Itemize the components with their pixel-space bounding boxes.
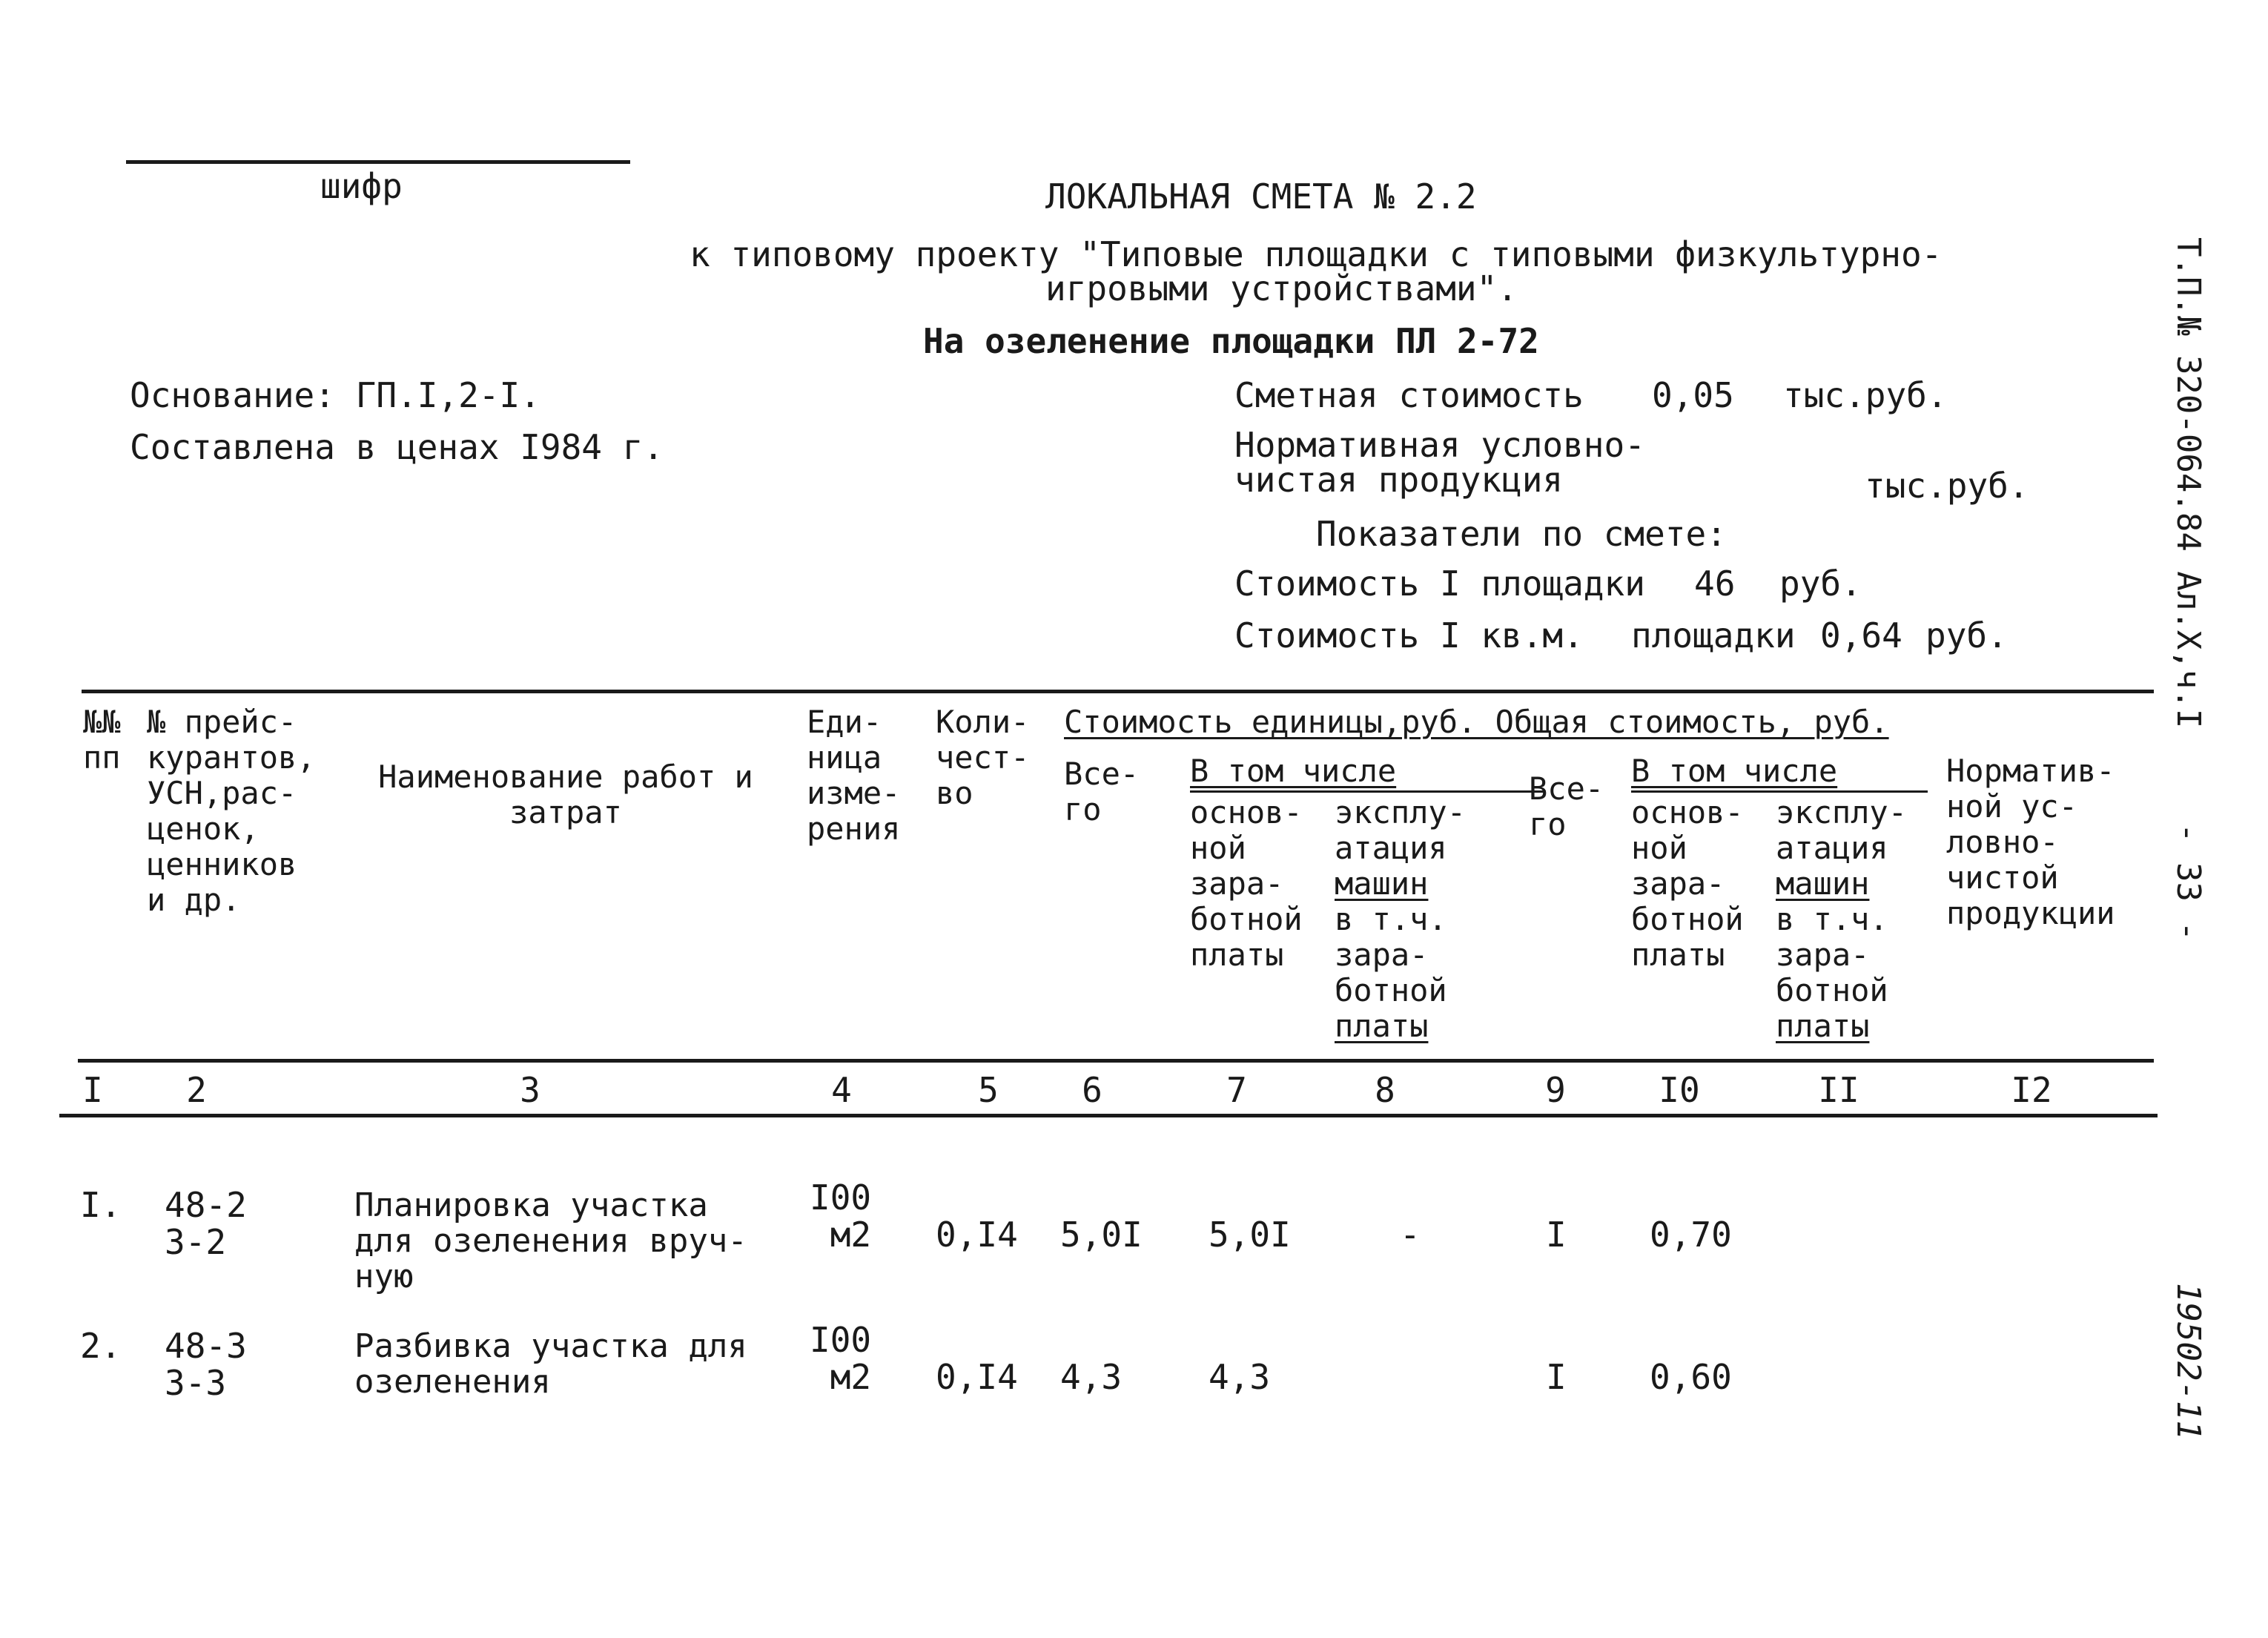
row-qty: 0,I4 bbox=[936, 1357, 1018, 1397]
row-number: 2. bbox=[80, 1326, 122, 1366]
per-sqm-unit: руб. bbox=[1925, 615, 2008, 655]
row-unit-total: 4,3 bbox=[1060, 1357, 1123, 1397]
row-total-wages: 0,70 bbox=[1650, 1215, 1732, 1255]
document-subtitle-line2: игровыми устройствами". bbox=[1045, 268, 1518, 308]
header-col-8: эксплу- атация машин в т.ч. зара- ботной платы bbox=[1335, 794, 1467, 1044]
norm-label-1: Нормативная условно- bbox=[1234, 425, 1645, 465]
row-total-wages: 0,60 bbox=[1650, 1357, 1732, 1397]
header-col-2: № прейс- курантов, УСН,рас- ценок, ценников и др. bbox=[147, 704, 316, 918]
row-code: 48-2 3-2 bbox=[165, 1185, 247, 1262]
prices-text: Составлена в ценах I984 г. bbox=[130, 427, 664, 467]
col-number-12: I2 bbox=[2011, 1070, 2052, 1110]
col-number-11: II bbox=[1818, 1070, 1859, 1110]
header-group-cost: Стоимость единицы,руб. Общая стоимость, руб. bbox=[1064, 704, 1889, 740]
per-sqm-value: 0,64 bbox=[1820, 615, 1902, 655]
header-col-1: №№ пп bbox=[83, 704, 121, 776]
header-col-9: Все- го bbox=[1529, 770, 1604, 842]
norm-unit: тыс.руб. bbox=[1865, 466, 2029, 506]
row-unit: I00 м2 bbox=[810, 1178, 872, 1255]
col-number-8: 8 bbox=[1375, 1070, 1395, 1110]
document-title: ЛОКАЛЬНАЯ СМЕТА № 2.2 bbox=[1045, 176, 1477, 217]
header-col-6: Все- го bbox=[1064, 756, 1140, 828]
row-qty: 0,I4 bbox=[936, 1215, 1018, 1255]
table-top-rule bbox=[82, 690, 2154, 693]
indicators-title: Показатели по смете: bbox=[1316, 514, 1727, 554]
row-unit-wages: 4,3 bbox=[1209, 1357, 1271, 1397]
per-site-unit: руб. bbox=[1779, 564, 1862, 604]
margin-code: 19502-11 bbox=[2169, 1283, 2207, 1440]
header-incl-b-line bbox=[1631, 790, 1928, 793]
row-unit: I00 м2 bbox=[810, 1320, 872, 1397]
header-col-11: эксплу- атация машин в т.ч. зара- ботной платы bbox=[1776, 794, 1908, 1044]
cost-unit: тыс.руб. bbox=[1783, 375, 1948, 415]
column-numbers-rule bbox=[59, 1114, 2158, 1117]
margin-stamp: Т.П.№ 320-064.84 Ал.Х,ч.I bbox=[2169, 237, 2207, 729]
header-col-3: Наименование работ и затрат bbox=[378, 759, 753, 830]
col-number-7: 7 bbox=[1226, 1070, 1247, 1110]
per-site-label: Стоимость I площадки bbox=[1234, 564, 1645, 604]
row-unit-machines: - bbox=[1400, 1215, 1421, 1255]
col-number-1: I bbox=[82, 1070, 103, 1110]
per-sqm-label: Стоимость I кв.м. bbox=[1234, 615, 1584, 655]
header-incl-a-line bbox=[1190, 790, 1546, 793]
row-name: Разбивка участка для озеленения bbox=[354, 1327, 747, 1401]
header-incl-b: В том числе bbox=[1631, 753, 1838, 789]
norm-label-2: чистая продукция bbox=[1234, 460, 1564, 500]
document-subtitle-line1: к типовому проекту "Типовые площадки с типовыми физкультурно- bbox=[690, 234, 1943, 274]
col-number-2: 2 bbox=[186, 1070, 207, 1110]
row-total: I bbox=[1546, 1215, 1567, 1255]
cost-value: 0,05 bbox=[1652, 375, 1734, 415]
row-unit-total: 5,0I bbox=[1060, 1215, 1143, 1255]
header-col-7: основ- ной зара- ботной платы bbox=[1190, 794, 1303, 973]
col-number-6: 6 bbox=[1082, 1070, 1102, 1110]
col-number-3: 3 bbox=[520, 1070, 540, 1110]
per-site-value: 46 bbox=[1694, 564, 1736, 604]
basis-text: Основание: ГП.I,2-I. bbox=[130, 375, 540, 415]
cost-label: Сметная стоимость bbox=[1234, 375, 1584, 415]
header-col-12: Норматив- ной ус- ловно- чистой продукции bbox=[1946, 753, 2115, 931]
cipher-label: шифр bbox=[320, 166, 403, 206]
row-name: Планировка участка для озеленения вруч- ную bbox=[354, 1186, 747, 1295]
header-col-4: Еди- ница изме- рения bbox=[807, 704, 901, 847]
cipher-line bbox=[126, 160, 630, 164]
header-col-5: Коли- чест- во bbox=[936, 704, 1030, 811]
per-sqm-mid: площадки bbox=[1631, 615, 1796, 655]
row-unit-wages: 5,0I bbox=[1209, 1215, 1291, 1255]
header-bottom-rule bbox=[78, 1059, 2154, 1063]
row-number: I. bbox=[80, 1185, 122, 1225]
col-number-9: 9 bbox=[1545, 1070, 1566, 1110]
col-number-4: 4 bbox=[831, 1070, 852, 1110]
header-incl-a: В том числе bbox=[1190, 753, 1397, 789]
document-purpose: На озеленение площадки ПЛ 2-72 bbox=[923, 321, 1539, 361]
col-number-10: I0 bbox=[1659, 1070, 1700, 1110]
header-col-10: основ- ной зара- ботной платы bbox=[1631, 794, 1744, 973]
col-number-5: 5 bbox=[978, 1070, 999, 1110]
row-total: I bbox=[1546, 1357, 1567, 1397]
row-code: 48-3 3-3 bbox=[165, 1326, 247, 1403]
margin-page-number: - 33 - bbox=[2169, 823, 2207, 941]
